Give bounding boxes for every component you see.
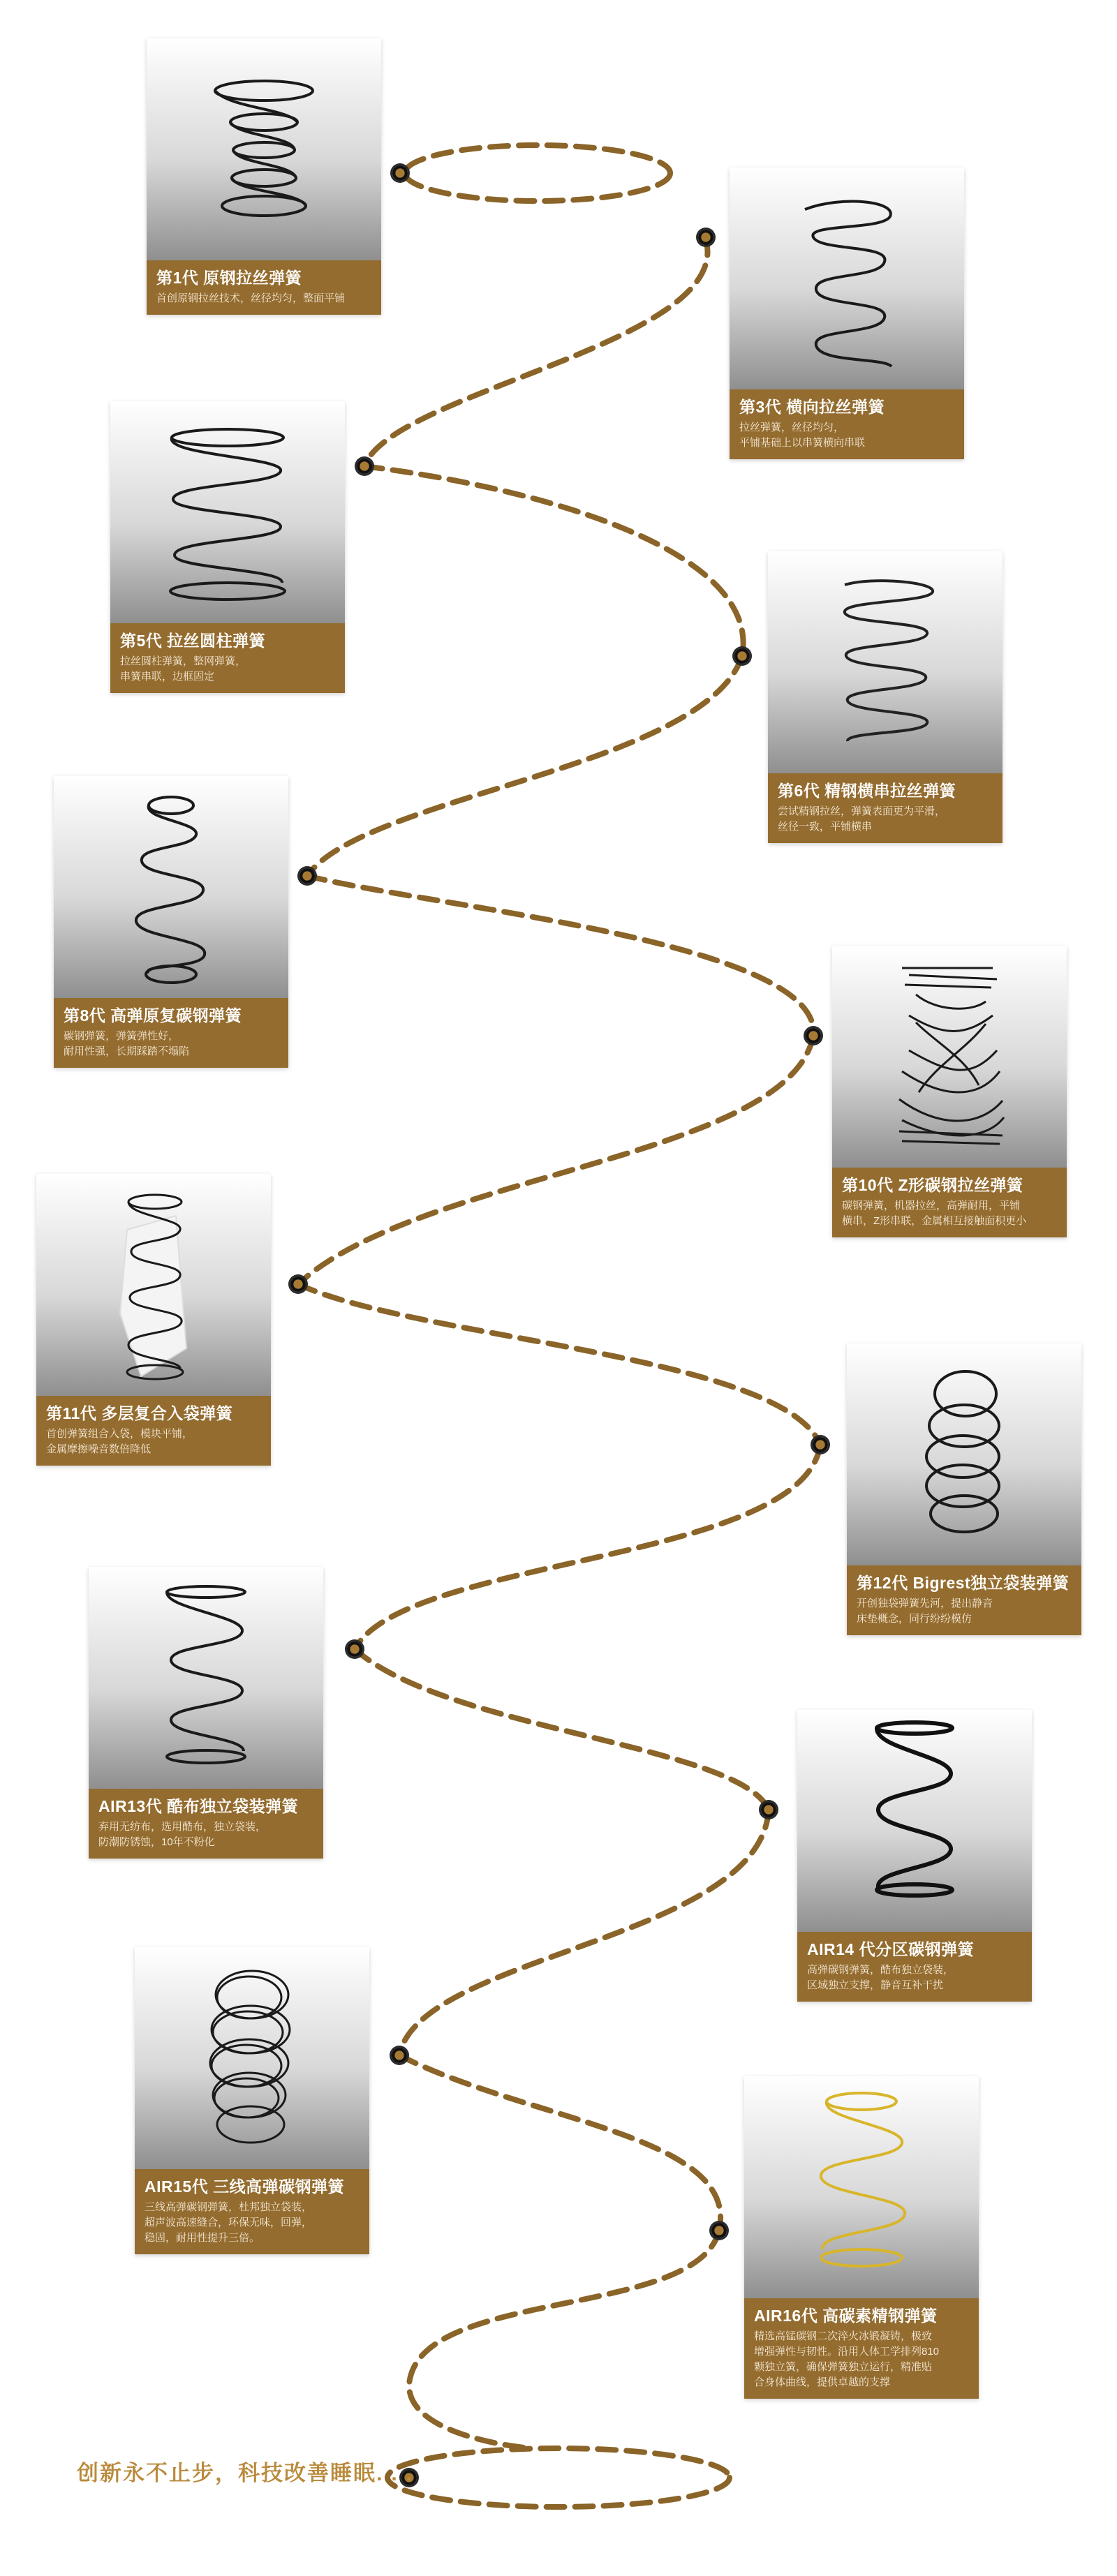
card-title: 第8代 高弹原复碳钢弹簧 [64, 1006, 242, 1025]
card-title: AIR14 代分区碳钢弹簧 [807, 1940, 975, 1958]
card-title: AIR16代 高碳素精钢弹簧 [754, 2307, 938, 2325]
timeline-node-icon [711, 2223, 727, 2238]
card-title: 第1代 原钢拉丝弹簧 [156, 269, 302, 287]
card-description: 拉丝弹簧，丝径均匀， 平铺基础上以串簧横向串联 [739, 422, 866, 449]
footer-slogan: 创新永不止步，科技改善睡眠. . . [77, 2461, 414, 2485]
spring-photo [768, 551, 1003, 773]
generation-card-6 [832, 946, 1067, 1237]
card-description: 开创独袋弹簧先河，提出静音 床垫概念，同行纷纷模仿 [857, 1598, 993, 1625]
spring-photo [730, 167, 964, 389]
spring-photo [54, 776, 288, 998]
generation-card-9 [89, 1567, 323, 1859]
spring-photo [135, 1947, 369, 2169]
card-description: 弃用无纺布，选用酷布，独立袋装， 防潮防锈蚀，10年不粉化 [98, 1821, 267, 1848]
generation-card-2 [730, 167, 964, 459]
generation-card-3 [110, 401, 345, 693]
timeline-node-icon [806, 1028, 821, 1043]
timeline-node-icon [347, 1641, 362, 1657]
timeline-node-icon [290, 1276, 306, 1292]
coil-spring-icon [797, 1710, 1032, 1932]
spring-photo [147, 38, 381, 260]
coil-spring-icon [730, 167, 964, 389]
coil-spring-icon [36, 1174, 271, 1396]
generation-card-11 [135, 1947, 369, 2254]
card-description: 碳钢弹簧，机器拉丝，高弹耐用，平铺 横串，Z形串联，金属相互接触面积更小 [842, 1200, 1027, 1227]
timeline-node-icon [357, 459, 372, 474]
spring-photo [110, 401, 345, 623]
generation-card-4 [768, 551, 1003, 843]
generation-card-1 [147, 38, 381, 315]
card-description: 尝试精钢拉丝，弹簧表面更为平滑， 丝径一致，平铺横串 [778, 805, 946, 833]
card-description: 精选高锰碳钢二次淬火冰锻凝铸，极致 增强弹性与韧性。沿用人体工学排列810 颗独立簧，确保弹簧独立运行，精准贴 合身体曲线，提供卓越的支撑 [754, 2330, 940, 2388]
coil-spring-icon [135, 1947, 369, 2169]
generation-card-12 [744, 2076, 979, 2399]
generation-card-5 [54, 776, 288, 1068]
card-description: 碳钢弹簧，弹簧弹性好， 耐用性强，长期踩踏不塌陷 [64, 1030, 190, 1057]
generation-card-7 [36, 1174, 271, 1466]
spring-photo [36, 1174, 271, 1396]
card-description: 首创原钢拉丝技术，丝径均匀，整面平铺 [156, 292, 346, 304]
timeline-node-icon [698, 230, 713, 245]
coil-spring-icon [110, 401, 345, 623]
generation-card-8 [847, 1343, 1081, 1635]
spring-photo [744, 2076, 979, 2298]
card-description: 三线高弹碳钢弹簧，杜邦独立袋装， 超声波高速缝合，环保无味，回弹， 稳固，耐用性提升三倍。 [145, 2201, 313, 2244]
coil-spring-icon [744, 2076, 979, 2298]
card-title: AIR15代 三线高弹碳钢弹簧 [145, 2177, 345, 2196]
spring-photo [89, 1567, 323, 1789]
card-description: 首创弹簧组合入袋，模块平铺， 金属摩擦噪音数倍降低 [46, 1428, 193, 1455]
card-title: 第3代 横向拉丝弹簧 [739, 398, 885, 416]
timeline-node-icon [392, 2048, 407, 2063]
card-title: AIR13代 酷布独立袋装弹簧 [98, 1797, 299, 1815]
timeline-node-icon [299, 868, 315, 884]
card-title: 第12代 Bigrest独立袋装弹簧 [857, 1574, 1070, 1592]
coil-spring-icon [54, 776, 288, 998]
generation-card-10 [797, 1710, 1032, 2002]
coil-spring-icon [89, 1567, 323, 1789]
coil-spring-icon [832, 946, 1067, 1168]
coil-spring-icon [147, 38, 381, 260]
card-description: 高弹碳钢弹簧，酷布独立袋装， 区域独立支撑，静音互补干扰 [807, 1964, 954, 1991]
spring-photo [797, 1710, 1032, 1932]
timeline-node-icon [761, 1802, 776, 1817]
card-title: 第11代 多层复合入袋弹簧 [46, 1404, 233, 1422]
timeline-node-icon [734, 648, 750, 664]
timeline-node-icon [392, 165, 408, 181]
spring-photo [832, 946, 1067, 1168]
card-title: 第6代 精钢横串拉丝弹簧 [778, 782, 956, 800]
card-title: 第10代 Z形碳钢拉丝弹簧 [842, 1176, 1023, 1194]
coil-spring-icon [847, 1343, 1081, 1565]
card-description: 拉丝圆柱弹簧，整网弹簧， 串簧串联，边框固定 [120, 655, 246, 683]
coil-spring-icon [768, 551, 1003, 773]
timeline-node-icon [813, 1437, 828, 1452]
card-title: 第5代 拉丝圆柱弹簧 [120, 632, 266, 650]
spring-photo [847, 1343, 1081, 1565]
